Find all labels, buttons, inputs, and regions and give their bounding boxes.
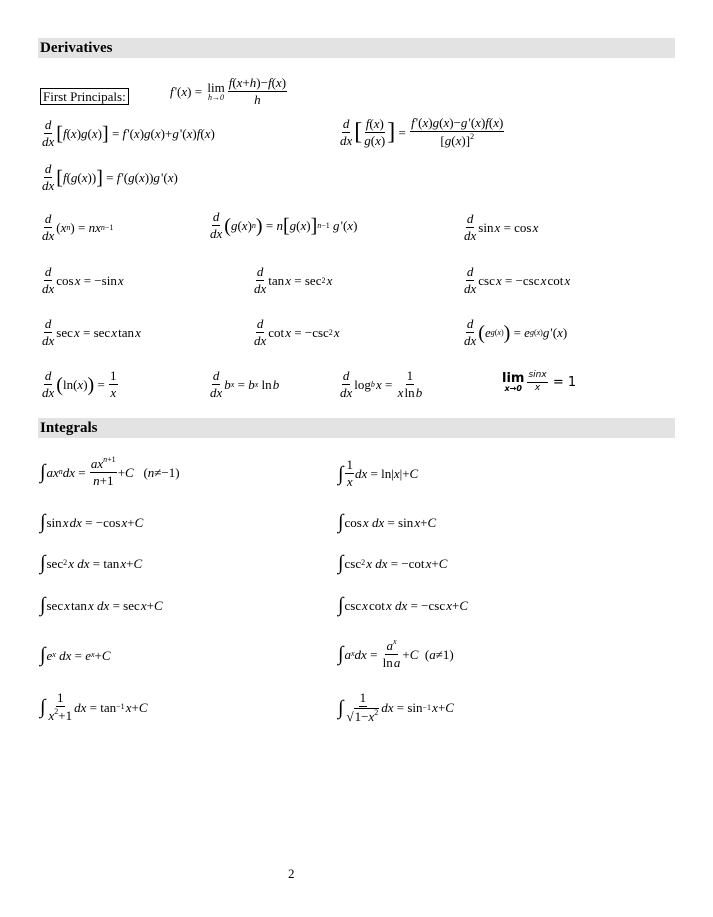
formula-int-csc-squared: ∫ csc 2 x dx = −cot x + C [338,552,448,574]
formula-int-reciprocal: ∫ $\frac{1}{x}$ dx = ln| x |+ C [338,457,419,490]
formula-first-principles: f '( x ) = lim h→0 $\frac{f(x+h)-f(x)}{h}$ [170,75,287,108]
formula-int-arcsin: ∫ 1 √ $1-x^2$ dx = sin −1 x + C [338,690,454,725]
first-principals-label: First Principals: [40,88,129,105]
formula-deriv-ln: $\frac{d}{dx}$ ( ln( x ) ) = $\frac{1}{x}$ [42,368,117,401]
formula-general-power-rule: $\frac{d}{dx}$ ( g ( x ) n ) = n [ g ( x ) ] n−1 g '( x ) [210,209,358,242]
formula-lim-sinx-over-x: lim x→0 $\frac{\sin x}{x}$ = 1 [502,370,577,393]
formula-deriv-exp: $\frac{d}{dx}$ ( e g(x) ) = e g(x) g '( x ) [464,316,568,349]
formula-int-sec-squared: ∫ sec 2 x dx = tan x + C [40,552,143,574]
formula-deriv-tan: $\frac{d}{dx}$ tan x = sec 2 x [254,264,333,297]
formula-int-sec-tan: ∫ sec x tan x dx = sec x + C [40,594,163,616]
formula-int-a-pow-x: ∫ a x dx = $\frac{a^x}{\text{ln a}}$ + C ( a ≠1) [338,637,454,671]
formula-int-exp: ∫ e x dx = e x + C [40,644,111,666]
formula-deriv-cos: $\frac{d}{dx}$ cos x = −sin x [42,264,124,297]
formula-int-power: ∫ ax n dx = $\frac{ax^{n+1}}{n+1}$ + C ( n ≠−1) [40,455,180,489]
formula-deriv-sec: $\frac{d}{dx}$ sec x = sec x tan x [42,316,141,349]
formula-deriv-log-b: $\frac{d}{dx}$ log b x = $\frac{1}{\text{x ln b}}$ [340,368,423,401]
page-number: 2 [288,866,295,881]
formula-power-rule: $\frac{d}{dx}$ ( x n ) = nx n−1 [42,211,114,244]
derivatives-heading: Derivatives [38,38,675,58]
formula-product-rule: $\frac{d}{dx}$ [ f ( x ) g ( x ) ] = f '( x ) g ( x )+ g '( x ) f ( x ) [42,117,215,150]
formula-deriv-b-pow-x: $\frac{d}{dx}$ b x = b x ln b [210,368,280,401]
formula-int-arctan: ∫ $\frac{1}{x^2+1}$ dx = tan −1 x + C [40,690,148,724]
formula-int-csc-cot: ∫ csc x cot x dx = −csc x + C [338,594,468,616]
integrals-heading: Integrals [38,418,675,438]
formula-deriv-cot: $\frac{d}{dx}$ cot x = −csc 2 x [254,316,340,349]
formula-deriv-sin: $\frac{d}{dx}$ sin x = cos x [464,211,539,244]
formula-deriv-csc: $\frac{d}{dx}$ csc x = −csc x cot x [464,264,571,297]
formula-int-sin: ∫ sin x dx = −cos x + C [40,511,144,533]
formula-int-cos: ∫ cos x dx = sin x + C [338,511,437,533]
formula-quotient-rule: $\frac{d}{dx}$ [ $\frac{f(x)}{g(x)}$ ] = $\frac{f '(x)g(x)-g '(x)f(x)}{[g(x)]^2}$ [340,115,504,149]
formula-chain-rule: $\frac{d}{dx}$ [ f ( g ( x )) ] = f '( g ( x )) g '( x ) [42,161,178,194]
